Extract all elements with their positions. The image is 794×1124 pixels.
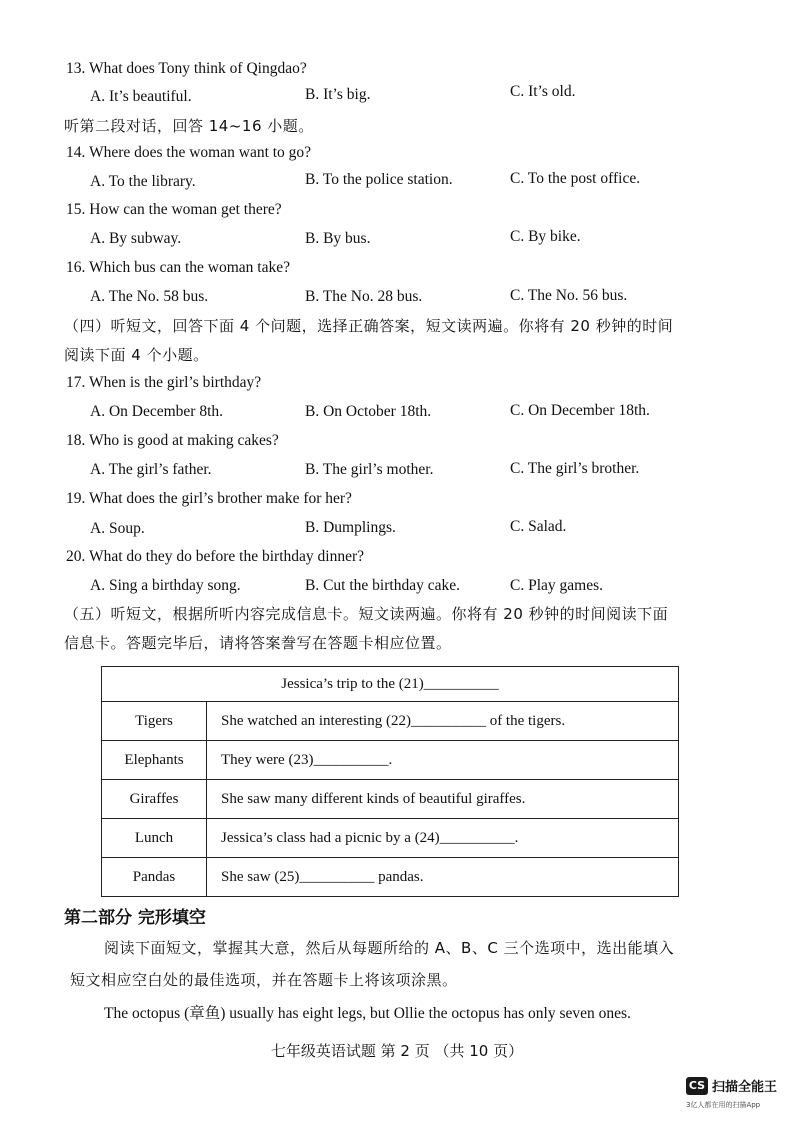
- q14-option-c: C. To the post office.: [510, 170, 641, 187]
- q13-option-b: B. It’s big.: [305, 86, 371, 103]
- row-text: She saw (25)__________ pandas.: [207, 858, 679, 897]
- question-17: 17. When is the girl’s birthday?: [66, 374, 262, 391]
- watermark-name: 扫描全能王: [712, 1080, 778, 1095]
- q13-option-a: A. It’s beautiful.: [90, 88, 192, 105]
- question-15: 15. How can the woman get there?: [66, 201, 282, 218]
- row-label: Giraffes: [102, 780, 207, 819]
- q18-option-a: A. The girl’s father.: [90, 461, 212, 478]
- q19-option-b: B. Dumplings.: [305, 519, 396, 536]
- page-footer: 七年级英语试题 第 2 页 （共 10 页）: [270, 1042, 524, 1060]
- row-label: Elephants: [102, 741, 207, 780]
- question-13: 13. What does Tony think of Qingdao?: [66, 60, 307, 77]
- section-2-instruction: 听第二段对话，回答 14~16 小题。: [64, 117, 314, 135]
- q17-option-a: A. On December 8th.: [90, 403, 223, 420]
- table-row: [102, 702, 679, 741]
- part-2-instruction-line2: 短文相应空白处的最佳选项，并在答题卡上将该项涂黑。: [70, 971, 458, 989]
- table-row: [102, 780, 679, 819]
- question-14: 14. Where does the woman want to go?: [66, 144, 312, 161]
- row-text: She watched an interesting (22)__________ of the tigers.: [207, 702, 679, 741]
- q15-option-a: A. By subway.: [90, 230, 182, 247]
- q16-option-c: C. The No. 56 bus.: [510, 287, 628, 304]
- q15-option-b: B. By bus.: [305, 230, 371, 247]
- section-5-instruction-line2: 信息卡。答题完毕后，请将答案誊写在答题卡相应位置。: [64, 634, 452, 652]
- section-5-instruction-line1: （五）听短文，根据所听内容完成信息卡。短文读两遍。你将有 20 秒钟的时间阅读下面: [64, 605, 669, 623]
- section-4-instruction-line2: 阅读下面 4 个小题。: [64, 346, 209, 364]
- q15-option-c: C. By bike.: [510, 228, 581, 245]
- row-label: Lunch: [102, 819, 207, 858]
- question-16: 16. Which bus can the woman take?: [66, 259, 290, 276]
- question-19: 19. What does the girl’s brother make for her?: [66, 490, 352, 507]
- q20-option-a: A. Sing a birthday song.: [90, 577, 241, 594]
- q20-option-b: B. Cut the birthday cake.: [305, 577, 460, 594]
- table-row: [102, 858, 679, 897]
- part-2-instruction-line1: 阅读下面短文，掌握其大意，然后从每题所给的 A、B、C 三个选项中，选出能填入: [104, 939, 675, 957]
- row-text: Jessica’s class had a picnic by a (24)__________.: [207, 819, 679, 858]
- q18-option-b: B. The girl’s mother.: [305, 461, 434, 478]
- passage-first-line: The octopus (章鱼) usually has eight legs, but Ollie the octopus has only seven ones.: [104, 1005, 631, 1022]
- row-label: Tigers: [102, 702, 207, 741]
- row-text: They were (23)__________.: [207, 741, 679, 780]
- question-18: 18. Who is good at making cakes?: [66, 432, 279, 449]
- row-text: She saw many different kinds of beautiful giraffes.: [207, 780, 679, 819]
- info-card-table: [101, 666, 679, 897]
- table-row: [102, 819, 679, 858]
- q16-option-a: A. The No. 58 bus.: [90, 288, 209, 305]
- q19-option-c: C. Salad.: [510, 518, 567, 535]
- camscanner-logo-icon: CS: [686, 1077, 708, 1095]
- q17-option-c: C. On December 18th.: [510, 402, 650, 419]
- q20-option-c: C. Play games.: [510, 577, 603, 594]
- table-row: [102, 741, 679, 780]
- info-card-header: Jessica’s trip to the (21)__________: [102, 667, 679, 702]
- q18-option-c: C. The girl’s brother.: [510, 460, 640, 477]
- question-20: 20. What do they do before the birthday dinner?: [66, 548, 364, 565]
- q19-option-a: A. Soup.: [90, 520, 145, 537]
- q16-option-b: B. The No. 28 bus.: [305, 288, 423, 305]
- watermark-tagline: 3亿人都在用的扫描App: [686, 1101, 761, 1109]
- q13-option-c: C. It’s old.: [510, 83, 576, 100]
- section-4-instruction-line1: （四）听短文，回答下面 4 个问题，选择正确答案，短文读两遍。你将有 20 秒钟的时间: [64, 317, 674, 335]
- row-label: Pandas: [102, 858, 207, 897]
- q17-option-b: B. On October 18th.: [305, 403, 432, 420]
- q14-option-b: B. To the police station.: [305, 171, 453, 188]
- scanner-watermark: [686, 1076, 777, 1095]
- q14-option-a: A. To the library.: [90, 173, 196, 190]
- part-2-title: 第二部分 完形填空: [64, 908, 206, 928]
